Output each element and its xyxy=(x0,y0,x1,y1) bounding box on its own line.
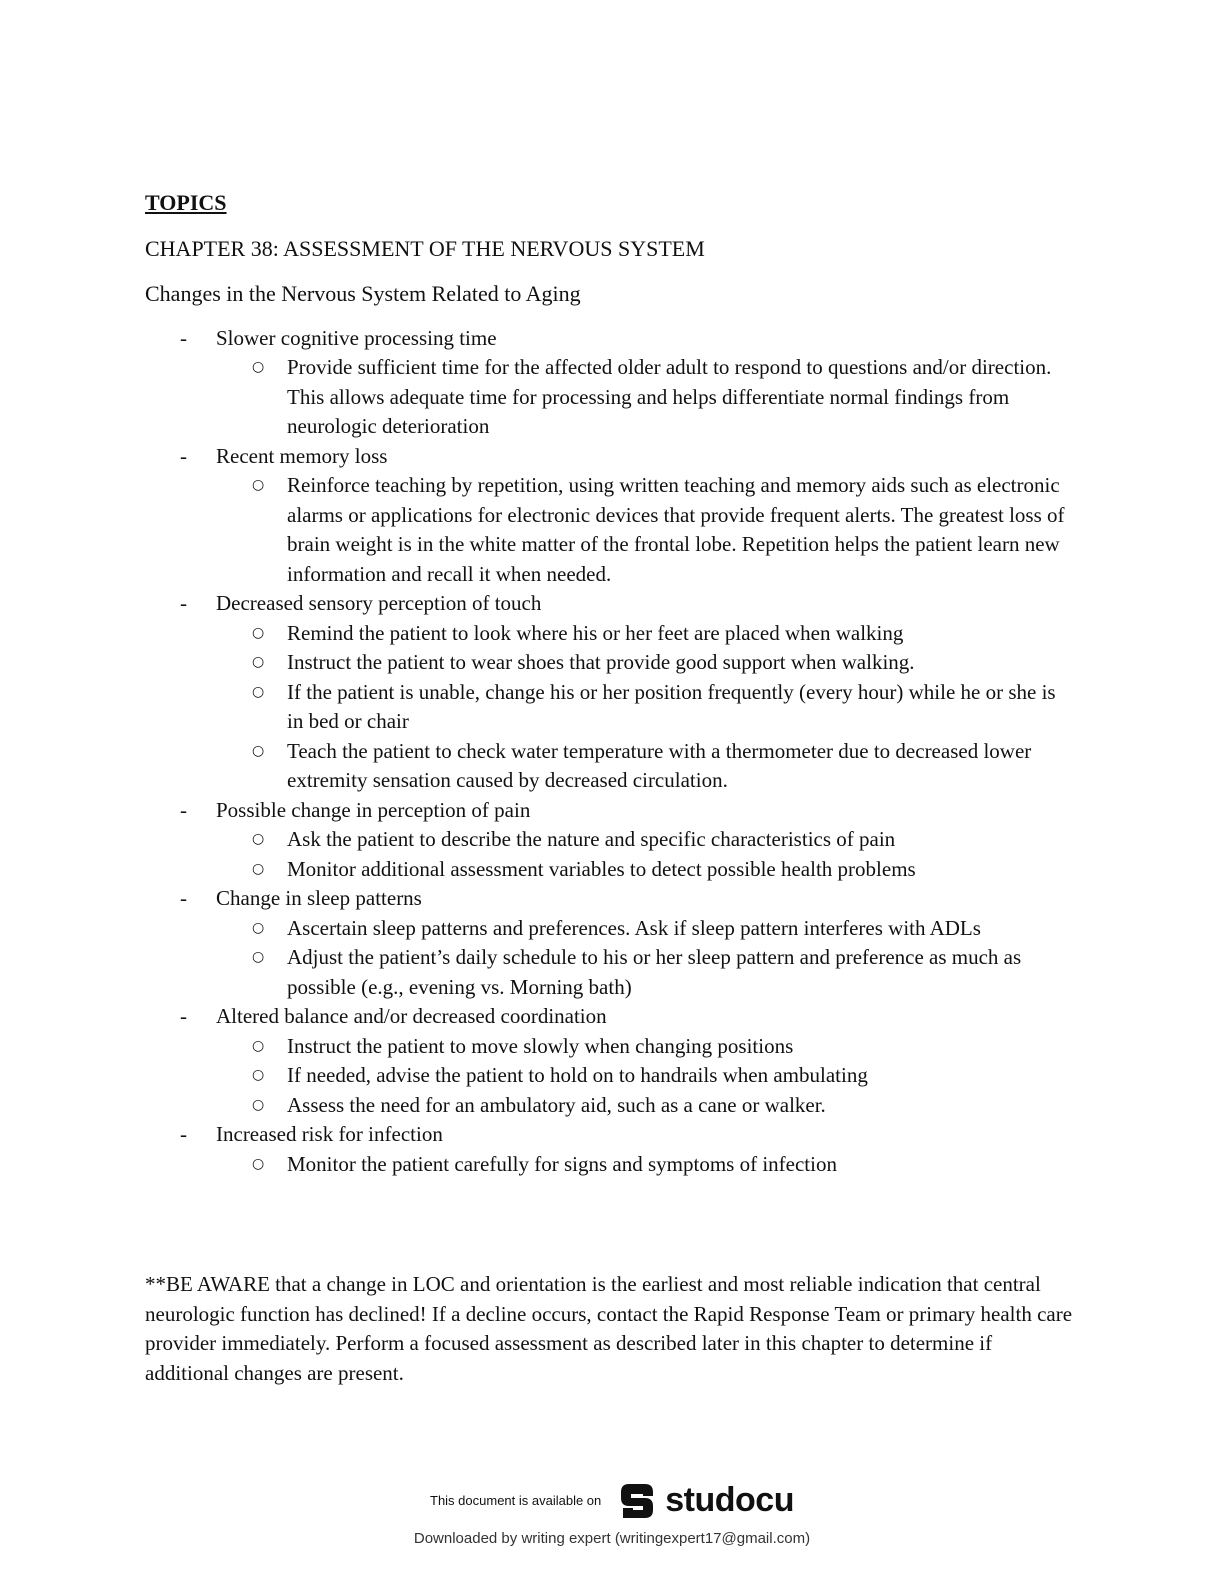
sub-item-text: If needed, advise the patient to hold on to handrails when ambulating xyxy=(287,1063,868,1087)
sub-item xyxy=(216,943,1075,1002)
sub-item xyxy=(216,1032,1075,1062)
sub-item xyxy=(216,737,1075,796)
item-label: Decreased sensory perception of touch xyxy=(216,591,542,615)
sub-item-text: Provide sufficient time for the affected older adult to respond to questions and/or direction. This allows adequate time for processing and helps differentiate normal findings from neurologic deterioration xyxy=(287,355,1052,438)
item-label: Slower cognitive processing time xyxy=(216,325,497,350)
sub-item xyxy=(216,1061,1075,1091)
item-label: Increased risk for infection xyxy=(216,1122,443,1146)
list-item xyxy=(145,884,1075,1002)
topics-heading: TOPICS xyxy=(145,190,227,215)
dash-bullet: - xyxy=(180,1004,187,1028)
item-label: Recent memory loss xyxy=(216,443,388,468)
circle-bullet-icon: ○ xyxy=(252,919,265,936)
list-item xyxy=(145,442,1075,590)
dash-bullet: - xyxy=(180,443,187,468)
sub-list xyxy=(216,825,1075,884)
sub-item xyxy=(216,1150,1075,1180)
sub-item-text: Teach the patient to check water temperature with a thermometer due to decreased lower extremity sensation caused by decreased circulation. xyxy=(287,738,1032,792)
circle-bullet-icon: ○ xyxy=(252,1067,265,1083)
sub-item xyxy=(216,825,1075,855)
list-item xyxy=(145,1120,1075,1179)
dash-bullet: - xyxy=(180,886,187,910)
sub-item-text: Adjust the patient’s daily schedule to his or her sleep pattern and preference as much as possible (e.g., evening vs. Morning bath) xyxy=(287,945,1022,999)
circle-bullet-icon: ○ xyxy=(252,1096,265,1113)
circle-bullet-icon: ○ xyxy=(252,477,265,493)
list-item xyxy=(145,796,1075,885)
circle-bullet-icon: ○ xyxy=(252,683,265,700)
download-info: Downloaded by writing expert (writingexpert17@gmail.com) xyxy=(413,1530,811,1547)
footer-availability xyxy=(0,1478,1224,1522)
sub-item xyxy=(216,619,1075,649)
circle-bullet-icon: ○ xyxy=(252,742,265,759)
sub-list xyxy=(216,353,1075,442)
circle-bullet-icon: ○ xyxy=(252,1037,265,1054)
item-label: Change in sleep patterns xyxy=(216,886,422,910)
list-item xyxy=(145,324,1075,442)
studocu-brand[interactable] xyxy=(615,1478,794,1522)
sub-list xyxy=(216,914,1075,1003)
sub-item-text: If the patient is unable, change his or her position frequently (every hour) while he or she is in bed or chair xyxy=(287,679,1056,733)
sub-item-text: Assess the need for an ambulatory aid, such as a cane or walker. xyxy=(287,1092,826,1117)
sub-item-text: Remind the patient to look where his or her feet are placed when walking xyxy=(287,620,904,645)
circle-bullet-icon: ○ xyxy=(252,860,265,877)
dash-bullet: - xyxy=(180,797,187,822)
circle-bullet-icon: ○ xyxy=(252,654,265,670)
be-aware-notice: **BE AWARE that a change in LOC and orientation is the earliest and most reliable indication that central neurologic function has declined! If a decline occurs, contact the Rapid Response Team or primary health care provider immediately. Perform a focused assessment as described later in this chapter to determine if additional changes are present. xyxy=(145,1272,1073,1385)
section-title: Changes in the Nervous System Related to Aging xyxy=(145,281,581,306)
sub-list xyxy=(216,1032,1075,1121)
sub-item xyxy=(216,855,1075,885)
sub-item-text: Ask the patient to describe the nature and specific characteristics of pain xyxy=(287,827,896,851)
sub-list xyxy=(216,1150,1075,1180)
studocu-logo-icon xyxy=(615,1478,659,1522)
dash-bullet: - xyxy=(180,325,187,350)
sub-list xyxy=(216,619,1075,796)
sub-item xyxy=(216,471,1075,589)
sub-item-text: Reinforce teaching by repetition, using written teaching and memory aids such as electronic alarms or applications for electronic devices that provide frequent alerts. The greatest loss of brain weight is in the white matter of the frontal lobe. Repetition helps the patient learn new information and recall it when needed. xyxy=(287,473,1065,586)
chapter-title: CHAPTER 38: ASSESSMENT OF THE NERVOUS SYSTEM xyxy=(145,235,705,261)
sub-item xyxy=(216,353,1075,442)
list-item xyxy=(145,589,1075,796)
brand-name: studocu xyxy=(665,1480,794,1519)
item-label: Altered balance and/or decreased coordination xyxy=(216,1004,607,1028)
item-label: Possible change in perception of pain xyxy=(216,797,531,822)
sub-item-text: Monitor the patient carefully for signs and symptoms of infection xyxy=(287,1151,837,1176)
circle-bullet-icon: ○ xyxy=(252,624,265,641)
footer xyxy=(0,1478,1224,1547)
dash-bullet: - xyxy=(180,1122,187,1146)
dash-bullet: - xyxy=(180,591,187,615)
sub-list xyxy=(216,471,1075,589)
available-text: This document is available on xyxy=(430,1492,602,1508)
sub-item xyxy=(216,648,1075,678)
sub-item-text: Ascertain sleep patterns and preferences. Ask if sleep pattern interferes with ADLs xyxy=(287,915,981,940)
sub-item xyxy=(216,914,1075,944)
aging-changes-list xyxy=(145,324,1075,1180)
sub-item xyxy=(216,1091,1075,1121)
circle-bullet-icon: ○ xyxy=(252,831,265,847)
circle-bullet-icon: ○ xyxy=(252,359,265,375)
sub-item-text: Instruct the patient to move slowly when changing positions xyxy=(287,1033,794,1058)
sub-item-text: Instruct the patient to wear shoes that provide good support when walking. xyxy=(287,650,915,674)
circle-bullet-icon: ○ xyxy=(252,949,265,965)
sub-item-text: Monitor additional assessment variables to detect possible health problems xyxy=(287,856,916,881)
list-item xyxy=(145,1002,1075,1120)
document-body xyxy=(145,188,1075,1179)
sub-item xyxy=(216,678,1075,737)
circle-bullet-icon: ○ xyxy=(252,1155,265,1172)
